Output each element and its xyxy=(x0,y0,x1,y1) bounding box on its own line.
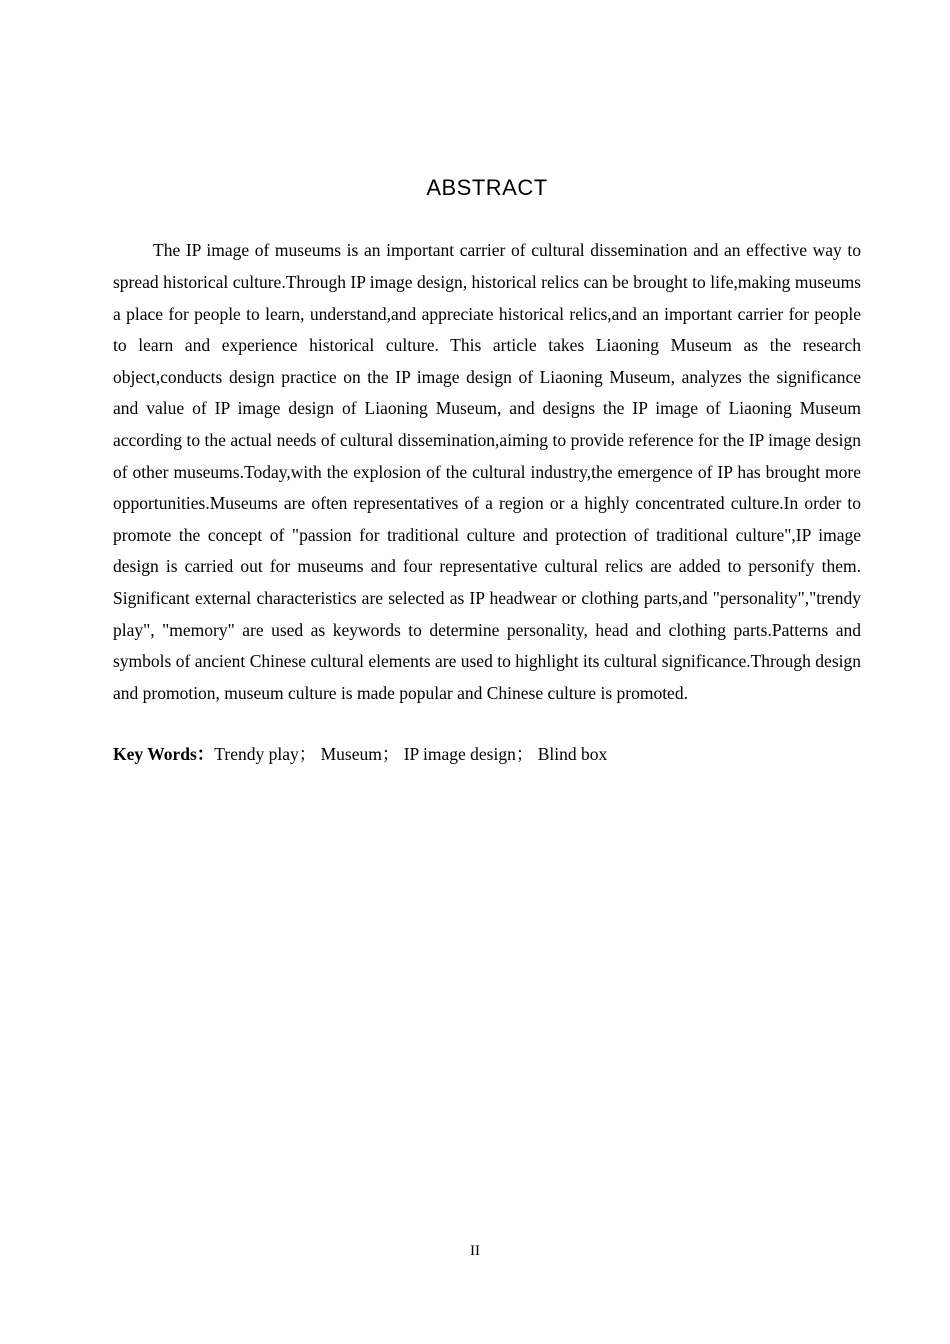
keywords-label: Key Words： xyxy=(113,744,215,765)
abstract-paragraph: The IP image of museums is an important carrier of cultural dissemination and an effective way to spread historical culture.Through IP image design, historical relics can be brought to life,making museums a place for people to learn, understand,and appreciate historical relics,and an important carrier for people to learn and experience historical culture. This article takes Liaoning Museum as the research object,conducts design practice on the IP image design of Liaoning Museum, analyzes the significance and value of IP image design of Liaoning Museum, and designs the IP image of Liaoning Museum according to the actual needs of cultural dissemination,aiming to provide reference for the IP image design of other museums.Today,with the explosion of the cultural industry,the emergence of IP has brought more opportunities.Museums are often representatives of a region or a highly concentrated culture.In order to promote the concept of "passion for traditional culture and protection of traditional culture",IP image design is carried out for museums and four representative cultural relics are added to personify them. Significant external characteristics are selected as IP headwear or clothing parts,and "personality","trendy play", "memory" are used as keywords to determine personality, head and clothing parts.Patterns and symbols of ancient Chinese cultural elements are used to highlight its cultural significance.Through design and promotion, museum culture is made popular and Chinese culture is promoted. xyxy=(113,240,861,703)
page-content xyxy=(113,0,861,788)
page-number: II xyxy=(470,1243,480,1259)
keywords-values: Trendy play； Museum； IP image design； Blind box xyxy=(214,744,608,765)
page-title: ABSTRACT xyxy=(426,175,548,200)
keywords-line xyxy=(113,739,861,771)
